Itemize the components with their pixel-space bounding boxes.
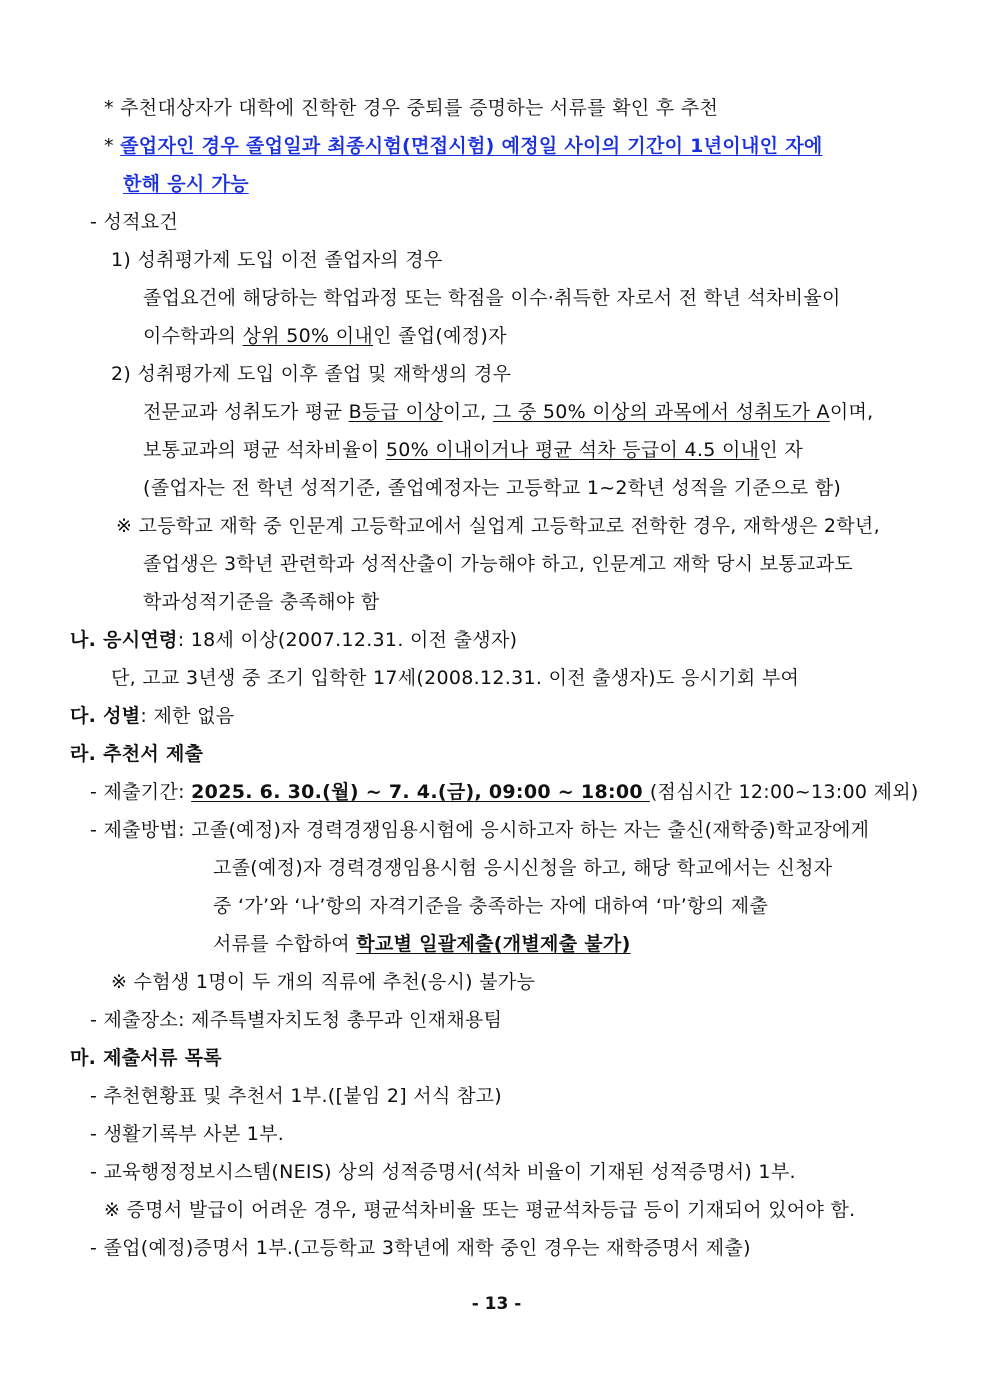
document-item: - 생활기록부 사본 1부. <box>90 1123 285 1145</box>
transfer-note-cont2: 학과성적기준을 충족해야 함 <box>143 591 380 613</box>
section-documents-heading: 마. 제출서류 목록 <box>70 1047 222 1069</box>
text: 인 자 <box>759 439 803 461</box>
submission-method: - 제출방법: 고졸(예정)자 경력경쟁임용시험에 응시하고자 하는 자는 출신(재학중)학교장에게 <box>90 819 870 841</box>
note-text: * 추천대상자가 대학에 진학한 경우 중퇴를 증명하는 서류를 확인 후 추천 <box>104 97 719 119</box>
text: (점심시간 12:00~13:00 제외) <box>649 781 919 803</box>
document-item: - 교육행정정보시스템(NEIS) 상의 성적증명서(석차 비율이 기재된 성적증명서) 1부. <box>90 1161 796 1183</box>
text: 서류를 수합하여 <box>213 933 357 955</box>
document-note: ※ 증명서 발급이 어려운 경우, 평균석차비율 또는 평균석차등급 등이 기재되어 있어야 함. <box>104 1199 856 1221</box>
underlined-text: 그 중 50% 이상의 과목에서 성취도가 A <box>492 401 830 423</box>
underlined-text: B등급 이상 <box>348 401 443 423</box>
section-grade-requirement: - 성적요건 <box>90 211 179 233</box>
transfer-note-cont: 졸업생은 3학년 관련학과 성적산출이 가능해야 하고, 인문계고 재학 당시 보통교과도 <box>143 553 854 575</box>
underlined-text: 학교별 일괄제출(개별제출 불가) <box>356 933 631 955</box>
text: 이수학과의 <box>143 325 243 347</box>
section-gender <box>70 704 234 728</box>
document-item: - 추천현황표 및 추천서 1부.([붙임 2] 서식 참고) <box>90 1085 502 1107</box>
applicant-note: ※ 수험생 1명이 두 개의 직류에 추천(응시) 불가능 <box>111 971 536 993</box>
note-graduate-period-cont <box>123 172 249 196</box>
section-age <box>70 628 517 652</box>
page-number: - 13 - <box>471 1294 522 1314</box>
text: : 제한 없음 <box>140 705 235 727</box>
note-dropout-check <box>104 96 718 120</box>
submission-period <box>90 780 919 804</box>
section-recommendation-heading: 라. 추천서 제출 <box>70 743 204 765</box>
submission-method-cont: 고졸(예정)자 경력경쟁임용시험 응시신청을 하고, 해당 학교에서는 신청자 <box>213 857 833 879</box>
text: 전문교과 성취도가 평균 <box>143 401 349 423</box>
section-heading: 나. 응시연령 <box>70 629 178 651</box>
text: : 18세 이상(2007.12.31. 이전 출생자) <box>177 629 518 651</box>
grade-item-2-title: 2) 성취평가제 도입 이후 졸업 및 재학생의 경우 <box>111 363 512 385</box>
highlight-text: 졸업자인 경우 졸업일과 최종시험(면접시험) 예정일 사이의 기간이 1년이내인 자에 <box>120 135 823 157</box>
section-heading: 다. 성별 <box>70 705 141 727</box>
document-item: - 졸업(예정)증명서 1부.(고등학교 3학년에 재학 중인 경우는 재학증명서 제출) <box>90 1237 751 1259</box>
submission-method-cont3 <box>213 932 631 956</box>
grade-item-1-text: 졸업요건에 해당하는 학업과정 또는 학점을 이수·취득한 자로서 전 학년 석차비율이 <box>143 287 841 309</box>
text: 이며, <box>829 401 874 423</box>
text: - 제출기간: <box>90 781 192 803</box>
grade-item-2-note: (졸업자는 전 학년 성적기준, 졸업예정자는 고등학교 1~2학년 성적을 기준으로 함) <box>143 477 842 499</box>
text: 인 졸업(예정)자 <box>373 325 507 347</box>
note-graduate-period <box>104 134 823 158</box>
bullet: * <box>104 135 114 157</box>
transfer-note: ※ 고등학교 재학 중 인문계 고등학교에서 실업계 고등학교로 전학한 경우, 재학생은 2학년, <box>116 515 880 537</box>
grade-item-1-text-cont <box>143 324 507 348</box>
grade-item-2-text-cont <box>143 438 803 462</box>
grade-item-1-title: 1) 성취평가제 도입 이전 졸업자의 경우 <box>111 249 443 271</box>
text: 이고, <box>442 401 493 423</box>
age-exception: 단, 고교 3년생 중 조기 입학한 17세(2008.12.31. 이전 출생자)도 응시기회 부여 <box>111 667 800 689</box>
underlined-date: 2025. 6. 30.(월) ~ 7. 4.(금), 09:00 ~ 18:00 <box>191 781 650 803</box>
submission-method-cont2: 중 ‘가’와 ‘나’항의 자격기준을 충족하는 자에 대하여 ‘마’항의 제출 <box>213 895 769 917</box>
submission-place: - 제출장소: 제주특별자치도청 총무과 인재채용팀 <box>90 1009 503 1031</box>
grade-item-2-text <box>143 400 873 424</box>
underlined-text: 상위 50% 이내 <box>242 325 374 347</box>
highlight-text: 한해 응시 가능 <box>123 173 249 195</box>
text: 보통교과의 평균 석차비율이 <box>143 439 386 461</box>
underlined-text: 50% 이내이거나 평균 석차 등급이 4.5 이내 <box>385 439 760 461</box>
